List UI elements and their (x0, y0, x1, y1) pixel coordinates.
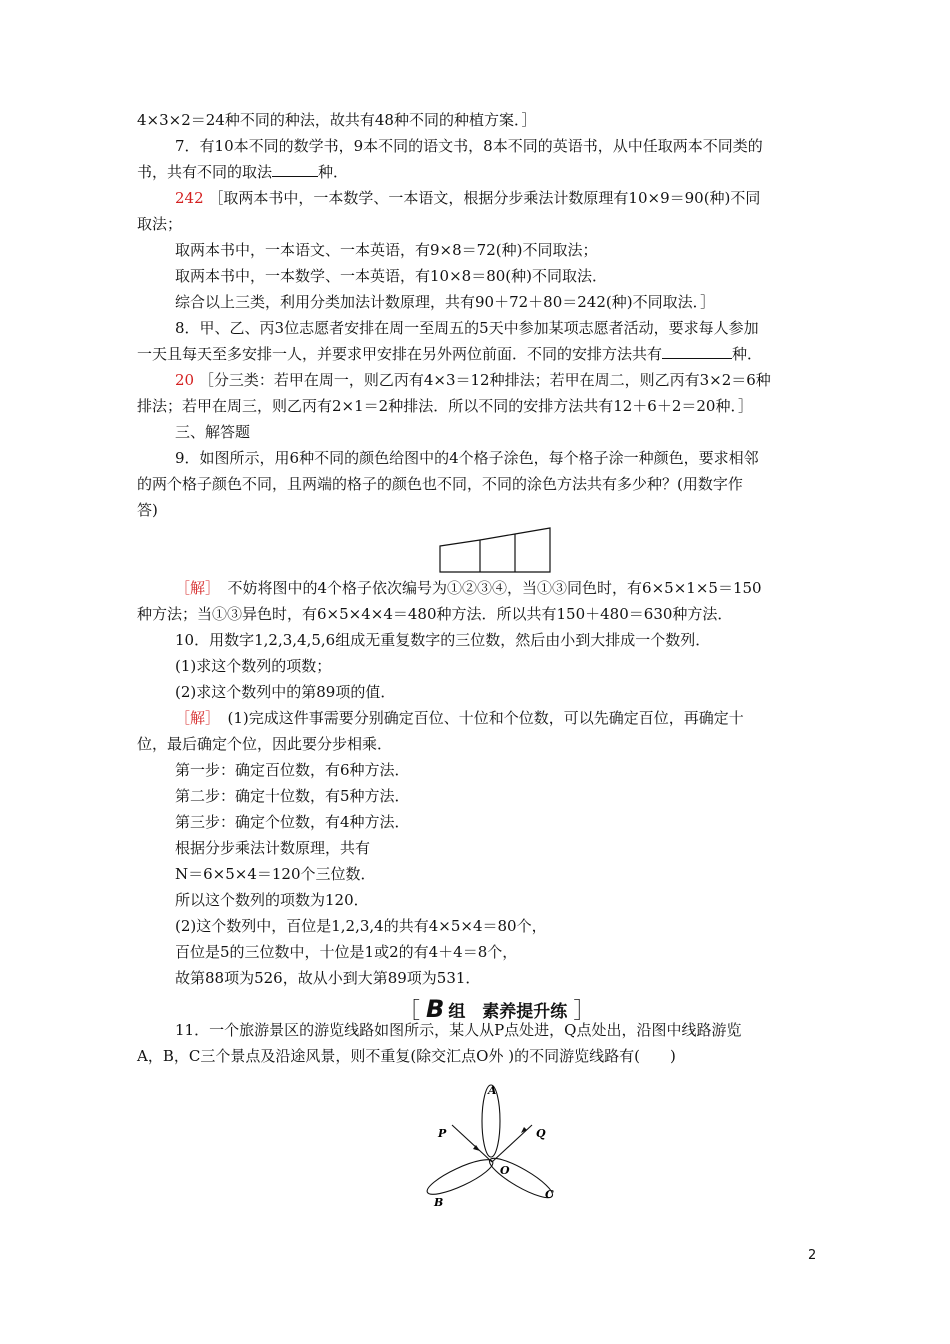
text-line (175, 888, 369, 912)
text-content: 书，共有不同的取法 (137, 163, 273, 181)
text-line (137, 1044, 676, 1068)
text-line (175, 706, 744, 730)
text-content: 位，最后确定个位，因此要分步相乘． (137, 735, 393, 753)
text-line (175, 680, 395, 704)
text-content: 所以这个数列的项数为120． (175, 891, 369, 909)
text-line (175, 576, 762, 600)
text-line (175, 758, 410, 782)
text-line (175, 628, 710, 652)
text-content: 种方法；当①③异色时，有6×5×4×4＝480种方法．所以共有150＋480＝630种方法． (137, 605, 733, 623)
text-content: 答) (137, 501, 158, 519)
text-content: (2)这个数列中，百位是1,2,3,4的共有4×5×4＝80个， (175, 917, 547, 935)
text-content: 7．有10本不同的数学书，9本不同的语文书，8本不同的英语书，从中任取两本不同类的 (175, 137, 763, 155)
text-content: 一天且每天至多安排一人，并要求甲安排在另外两位前面．不同的安排方法共有 (137, 345, 663, 363)
text-content: 10．用数字1,2,3,4,5,6组成无重复数字的三位数，然后由小到大排成一个数列． (175, 631, 711, 649)
text-line (175, 810, 410, 834)
text-line (137, 342, 762, 366)
text-line (175, 784, 410, 808)
text-line (137, 212, 182, 236)
text-line (175, 264, 607, 288)
answer-blank (272, 161, 318, 177)
text-content: 取两本书中，一本数学、一本英语，有10×8＝80(种)不同取法． (175, 267, 607, 285)
text-content: 百位是5的三位数中，十位是1或2的有4＋4＝8个， (175, 943, 518, 961)
grid-cells-figure (430, 526, 560, 578)
group-title: 组 素养提升练 (448, 1001, 568, 1022)
text-line (175, 316, 759, 340)
answer-mark: ［解］ (175, 709, 213, 727)
text-line (175, 134, 763, 158)
answer-blank (662, 343, 732, 359)
text-content: (1)完成这件事需要分别确定百位、十位和个位数，可以先确定百位，再确定十 (212, 709, 744, 727)
label-o: O (500, 1164, 510, 1177)
text-line (175, 914, 547, 938)
text-content: 9．如图所示，用6种不同的颜色给图中的4个格子涂色，每个格子涂一种颜色，要求相邻 (175, 449, 759, 467)
text-line (137, 394, 753, 418)
label-p: P (438, 1127, 447, 1140)
text-content: 取两本书中，一本语文、一本英语，有9×8＝72(种)不同取法； (175, 241, 598, 259)
text-content: 种． (318, 163, 349, 181)
text-line (175, 862, 376, 886)
text-line (175, 238, 597, 262)
answer-mark: 20 (175, 371, 195, 389)
text-line (137, 602, 732, 626)
text-content: N＝6×5×4＝120个三位数． (175, 865, 376, 883)
text-content: 综合以上三类，利用分类加法计数原理，共有90＋72＋80＝242(种)不同取法．］ (175, 293, 716, 311)
group-b-header (392, 995, 601, 1023)
text-content: 根据分步乘法计数原理，共有 (175, 839, 371, 857)
text-content: 11．一个旅游景区的游览线路如图所示，某人从P点处进，Q点处出，沿图中线路游览 (175, 1021, 742, 1039)
tour-route-figure (418, 1082, 568, 1212)
text-content: 不妨将图中的4个格子依次编号为①②③④，当①③同色时，有6×5×1×5＝150 (212, 579, 762, 597)
group-bracket-open: ［ (398, 998, 421, 1024)
text-content: 三、解答题 (175, 423, 251, 441)
text-content: 第二步：确定十位数，有5种方法． (175, 787, 410, 805)
text-line (175, 186, 760, 210)
text-content: 第一步：确定百位数，有6种方法． (175, 761, 410, 779)
text-line (175, 654, 331, 678)
text-line (175, 940, 517, 964)
page-number: 2 (808, 1248, 817, 1263)
text-line (137, 472, 743, 496)
text-content: (1)求这个数列的项数； (175, 657, 332, 675)
text-line (175, 966, 480, 990)
text-line (175, 290, 715, 314)
answer-mark: ［解］ (175, 579, 213, 597)
label-b: B (434, 1196, 444, 1209)
text-content: 取法； (137, 215, 183, 233)
text-line (175, 368, 771, 392)
text-content: 8．甲、乙、丙3位志愿者安排在周一至周五的5天中参加某项志愿者活动，要求每人参加 (175, 319, 759, 337)
text-content: 种． (732, 345, 763, 363)
label-a: A (488, 1084, 497, 1097)
group-bracket-close: ］ (573, 998, 596, 1024)
text-content: 的两个格子颜色不同，且两端的格子的颜色也不同，不同的涂色方法共有多少种？(用数字作 (137, 475, 743, 493)
text-content: 第三步：确定个位数，有4种方法． (175, 813, 410, 831)
text-content: 排法；若甲在周三，则乙丙有2×1＝2种排法．所以不同的安排方法共有12＋6＋2＝20种．］ (137, 397, 753, 415)
text-line (175, 420, 250, 444)
text-line (137, 498, 158, 522)
text-content: ［分三类：若甲在周一，则乙丙有4×3＝12种排法；若甲在周二，则乙丙有3×2＝6种 (194, 371, 771, 389)
text-line (137, 160, 348, 184)
text-content: (2)求这个数列中的第89项的值． (175, 683, 396, 701)
text-content: ［取两本书中，一本数学、一本语文，根据分步乘法计数原理有10×9＝90(种)不同 (203, 189, 761, 207)
text-line (137, 108, 536, 132)
label-c: C (545, 1188, 554, 1201)
answer-mark: 242 (175, 189, 204, 207)
text-content: 故第88项为526，故从小到大第89项为531． (175, 969, 481, 987)
text-content: A，B，C三个景点及沿途风景，则不重复(除交汇点O外 )的不同游览线路有( ) (137, 1047, 676, 1065)
text-content: 4×3×2＝24种不同的种法，故共有48种不同的种植方案．］ (137, 111, 537, 129)
group-letter: B (426, 995, 445, 1023)
text-line (137, 732, 392, 756)
text-line (175, 836, 370, 860)
text-line (175, 446, 759, 470)
label-q: Q (536, 1127, 546, 1140)
